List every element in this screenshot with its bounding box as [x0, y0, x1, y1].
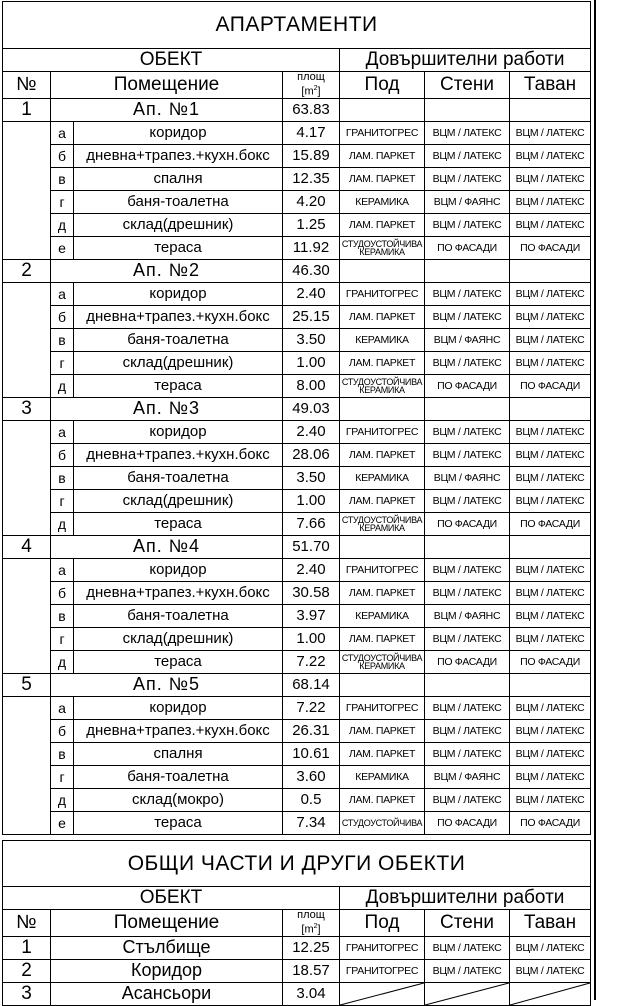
- room-letter: в: [51, 604, 74, 627]
- room-letter: д: [51, 788, 74, 811]
- empty-cell: [510, 98, 591, 121]
- room-name: тераса: [74, 811, 283, 834]
- empty-cell: [340, 259, 425, 282]
- empty-cell: [340, 397, 425, 420]
- room-row: [3, 627, 591, 650]
- room-area: 25.15: [283, 305, 340, 328]
- room-letter: е: [51, 811, 74, 834]
- floor-finish-line1: СТУДОУСТОЙЧИВА: [341, 652, 423, 663]
- room-floor-finish: ЛАМ. ПАРКЕТ: [340, 213, 425, 236]
- col-area-header: площ $[m^2]$: [283, 72, 340, 99]
- floor-finish-line2: КЕРАМИКА: [359, 660, 405, 671]
- apartment-name: Ап. №4: [51, 535, 283, 558]
- room-row: [3, 604, 591, 627]
- room-name: склад(мокро): [74, 788, 283, 811]
- room-walls-finish: ВЦМ / ЛАТЕКС: [425, 282, 510, 305]
- room-letter: в: [51, 466, 74, 489]
- row-number: 1: [3, 936, 51, 959]
- col-walls-header: Стени: [425, 72, 510, 99]
- room-ceiling-finish: ПО ФАСАДИ: [510, 374, 591, 397]
- col-ceiling-header: Таван: [510, 910, 591, 937]
- room-area: 28.06: [283, 443, 340, 466]
- room-letter: в: [51, 742, 74, 765]
- room-name: тераса: [74, 236, 283, 259]
- room-row: [3, 512, 591, 535]
- room-letter: д: [51, 374, 74, 397]
- apartment-number: 5: [3, 673, 51, 696]
- room-letter: в: [51, 167, 74, 190]
- room-name: склад(дрешник): [74, 627, 283, 650]
- room-walls-finish: ВЦМ / ЛАТЕКС: [425, 305, 510, 328]
- hatched-cell: [340, 982, 425, 1005]
- table-row: [3, 982, 591, 1005]
- col-ceiling-header: Таван: [510, 72, 591, 99]
- col-room-header: Помещение: [51, 910, 283, 937]
- room-name: коридор: [74, 121, 283, 144]
- room-ceiling-finish: ВЦМ / ЛАТЕКС: [510, 936, 591, 959]
- room-floor-finish: КЕРАМИКА: [340, 604, 425, 627]
- room-ceiling-finish: ВЦМ / ЛАТЕКС: [510, 581, 591, 604]
- room-walls-finish: ВЦМ / ЛАТЕКС: [425, 489, 510, 512]
- empty-cell: [340, 673, 425, 696]
- room-letter: а: [51, 282, 74, 305]
- object-header: ОБЕКТ: [3, 49, 340, 72]
- room-name: тераса: [74, 374, 283, 397]
- room-area: 2.40: [283, 558, 340, 581]
- empty-cell: [510, 535, 591, 558]
- apartment-row: [3, 259, 591, 282]
- room-walls-finish: ВЦМ / ЛАТЕКС: [425, 351, 510, 374]
- room-floor-finish: КЕРАМИКА: [340, 765, 425, 788]
- room-ceiling-finish: ПО ФАСАДИ: [510, 650, 591, 673]
- apartment-area: 68.14: [283, 673, 340, 696]
- floor-finish-line2: КЕРАМИКА: [359, 246, 405, 257]
- common-parts-table: [2, 840, 591, 1006]
- room-area: 2.40: [283, 420, 340, 443]
- room-letter: а: [51, 121, 74, 144]
- room-ceiling-finish: ПО ФАСАДИ: [510, 512, 591, 535]
- room-ceiling-finish: ВЦМ / ЛАТЕКС: [510, 121, 591, 144]
- room-walls-finish: ВЦМ / ЛАТЕКС: [425, 558, 510, 581]
- room-walls-finish: ВЦМ / ЛАТЕКС: [425, 627, 510, 650]
- apartment-name: Ап. №2: [51, 259, 283, 282]
- floor-finish-line2: КЕРАМИКА: [359, 522, 405, 533]
- room-ceiling-finish: ВЦМ / ЛАТЕКС: [510, 351, 591, 374]
- room-floor-finish: ЛАМ. ПАРКЕТ: [340, 167, 425, 190]
- room-letter: б: [51, 719, 74, 742]
- room-area: 12.35: [283, 167, 340, 190]
- room-area: 3.50: [283, 466, 340, 489]
- room-letter: г: [51, 190, 74, 213]
- table-title: ОБЩИ ЧАСТИ И ДРУГИ ОБЕКТИ: [3, 841, 591, 887]
- floor-finish-line1: СТУДОУСТОЙЧИВА: [341, 238, 423, 249]
- room-row: [3, 466, 591, 489]
- room-letter: б: [51, 581, 74, 604]
- room-row: [3, 719, 591, 742]
- room-name: Стълбище: [51, 936, 283, 959]
- room-walls-finish: ВЦМ / ЛАТЕКС: [425, 420, 510, 443]
- room-walls-finish: ВЦМ / ФАЯНС: [425, 328, 510, 351]
- room-letter: д: [51, 650, 74, 673]
- room-walls-finish: ВЦМ / ЛАТЕКС: [425, 959, 510, 982]
- room-row: [3, 811, 591, 834]
- apartment-name: Ап. №1: [51, 98, 283, 121]
- room-name: коридор: [74, 282, 283, 305]
- apartment-group-cell: [3, 282, 51, 397]
- room-walls-finish: ВЦМ / ЛАТЕКС: [425, 742, 510, 765]
- room-letter: а: [51, 420, 74, 443]
- room-area: 30.58: [283, 581, 340, 604]
- room-row: [3, 190, 591, 213]
- apartment-row: [3, 673, 591, 696]
- room-walls-finish: ПО ФАСАДИ: [425, 512, 510, 535]
- apartment-row: [3, 535, 591, 558]
- page-border: [594, 0, 596, 1000]
- room-walls-finish: ВЦМ / ФАЯНС: [425, 765, 510, 788]
- room-area: 7.34: [283, 811, 340, 834]
- apartment-area: 51.70: [283, 535, 340, 558]
- room-ceiling-finish: ПО ФАСАДИ: [510, 811, 591, 834]
- apartments-table: [2, 1, 591, 835]
- room-ceiling-finish: ВЦМ / ЛАТЕКС: [510, 719, 591, 742]
- room-name: коридор: [74, 558, 283, 581]
- room-walls-finish: ВЦМ / ЛАТЕКС: [425, 696, 510, 719]
- room-name: баня-тоалетна: [74, 466, 283, 489]
- room-walls-finish: ВЦМ / ЛАТЕКС: [425, 788, 510, 811]
- room-row: [3, 420, 591, 443]
- room-area: 2.40: [283, 282, 340, 305]
- room-row: [3, 788, 591, 811]
- room-floor-finish: ЛАМ. ПАРКЕТ: [340, 351, 425, 374]
- apartment-area: 46.30: [283, 259, 340, 282]
- table-title: АПАРТАМЕНТИ: [3, 2, 591, 49]
- empty-cell: [425, 259, 510, 282]
- room-row: [3, 765, 591, 788]
- room-row: [3, 489, 591, 512]
- room-letter: б: [51, 144, 74, 167]
- room-ceiling-finish: ВЦМ / ЛАТЕКС: [510, 959, 591, 982]
- col-room-header: Помещение: [51, 72, 283, 99]
- room-ceiling-finish: ВЦМ / ЛАТЕКС: [510, 328, 591, 351]
- room-name: склад(дрешник): [74, 489, 283, 512]
- floor-finish-line1: СТУДОУСТОЙЧИВА: [341, 514, 423, 525]
- room-floor-finish: [340, 374, 425, 397]
- room-floor-finish: КЕРАМИКА: [340, 328, 425, 351]
- room-letter: д: [51, 512, 74, 535]
- room-floor-finish: ГРАНИТОГРЕС: [340, 282, 425, 305]
- col-floor-header: Под: [340, 910, 425, 937]
- room-area: 4.17: [283, 121, 340, 144]
- room-ceiling-finish: ВЦМ / ЛАТЕКС: [510, 627, 591, 650]
- empty-cell: [510, 673, 591, 696]
- room-walls-finish: ВЦМ / ЛАТЕКС: [425, 121, 510, 144]
- room-area: 26.31: [283, 719, 340, 742]
- room-name: дневна+трапез.+кухн.бокс: [74, 719, 283, 742]
- room-floor-finish: КЕРАМИКА: [340, 190, 425, 213]
- room-name: склад(дрешник): [74, 351, 283, 374]
- room-area: 10.61: [283, 742, 340, 765]
- room-row: [3, 236, 591, 259]
- room-name: тераса: [74, 512, 283, 535]
- empty-cell: [425, 535, 510, 558]
- room-area: 15.89: [283, 144, 340, 167]
- room-ceiling-finish: ВЦМ / ЛАТЕКС: [510, 305, 591, 328]
- room-ceiling-finish: ВЦМ / ЛАТЕКС: [510, 190, 591, 213]
- room-floor-finish: ГРАНИТОГРЕС: [340, 558, 425, 581]
- room-name: баня-тоалетна: [74, 604, 283, 627]
- apartment-group-cell: [3, 558, 51, 673]
- floor-finish-line2: КЕРАМИКА: [359, 384, 405, 395]
- room-floor-finish: [340, 236, 425, 259]
- room-floor-finish: ЛАМ. ПАРКЕТ: [340, 788, 425, 811]
- room-row: [3, 696, 591, 719]
- room-walls-finish: ПО ФАСАДИ: [425, 236, 510, 259]
- col-walls-header: Стени: [425, 910, 510, 937]
- apartment-name: Ап. №3: [51, 397, 283, 420]
- finishes-header: Довършителни работи: [340, 887, 591, 910]
- finishes-header: Довършителни работи: [340, 49, 591, 72]
- room-ceiling-finish: ВЦМ / ЛАТЕКС: [510, 765, 591, 788]
- room-letter: г: [51, 765, 74, 788]
- room-row: [3, 213, 591, 236]
- room-floor-finish: ЛАМ. ПАРКЕТ: [340, 443, 425, 466]
- room-letter: е: [51, 236, 74, 259]
- room-floor-finish: ГРАНИТОГРЕС: [340, 959, 425, 982]
- empty-cell: [425, 673, 510, 696]
- room-row: [3, 374, 591, 397]
- room-name: склад(дрешник): [74, 213, 283, 236]
- room-walls-finish: ПО ФАСАДИ: [425, 374, 510, 397]
- room-ceiling-finish: ВЦМ / ЛАТЕКС: [510, 604, 591, 627]
- table-row: [3, 959, 591, 982]
- empty-cell: [510, 397, 591, 420]
- room-ceiling-finish: ВЦМ / ЛАТЕКС: [510, 213, 591, 236]
- room-letter: в: [51, 328, 74, 351]
- apartment-number: 4: [3, 535, 51, 558]
- room-ceiling-finish: ВЦМ / ЛАТЕКС: [510, 696, 591, 719]
- room-floor-finish: ЛАМ. ПАРКЕТ: [340, 581, 425, 604]
- empty-cell: [425, 397, 510, 420]
- room-walls-finish: ПО ФАСАДИ: [425, 650, 510, 673]
- room-walls-finish: ВЦМ / ЛАТЕКС: [425, 581, 510, 604]
- room-floor-finish: ЛАМ. ПАРКЕТ: [340, 627, 425, 650]
- room-walls-finish: ПО ФАСАДИ: [425, 811, 510, 834]
- room-row: [3, 650, 591, 673]
- col-area-header: площ $[m^2]$: [283, 910, 340, 937]
- room-ceiling-finish: ВЦМ / ЛАТЕКС: [510, 420, 591, 443]
- empty-cell: [510, 259, 591, 282]
- row-number: 2: [3, 959, 51, 982]
- col-number-header: №: [3, 72, 51, 99]
- room-floor-finish: [340, 811, 425, 834]
- room-area: 3.97: [283, 604, 340, 627]
- room-name: Асансьори: [51, 982, 283, 1005]
- table-row: [3, 936, 591, 959]
- room-row: [3, 443, 591, 466]
- room-floor-finish: КЕРАМИКА: [340, 466, 425, 489]
- empty-cell: [340, 98, 425, 121]
- room-walls-finish: ВЦМ / ФАЯНС: [425, 604, 510, 627]
- room-area: 4.20: [283, 190, 340, 213]
- room-walls-finish: ВЦМ / ЛАТЕКС: [425, 144, 510, 167]
- room-walls-finish: ВЦМ / ЛАТЕКС: [425, 443, 510, 466]
- room-name: баня-тоалетна: [74, 190, 283, 213]
- apartment-area: 49.03: [283, 397, 340, 420]
- apartment-group-cell: [3, 121, 51, 259]
- room-row: [3, 328, 591, 351]
- room-letter: г: [51, 627, 74, 650]
- apartment-group-cell: [3, 420, 51, 535]
- room-name: коридор: [74, 696, 283, 719]
- room-area: 3.50: [283, 328, 340, 351]
- room-ceiling-finish: ВЦМ / ЛАТЕКС: [510, 282, 591, 305]
- room-ceiling-finish: ВЦМ / ЛАТЕКС: [510, 443, 591, 466]
- room-letter: г: [51, 489, 74, 512]
- room-ceiling-finish: ВЦМ / ЛАТЕКС: [510, 167, 591, 190]
- room-walls-finish: ВЦМ / ЛАТЕКС: [425, 213, 510, 236]
- room-floor-finish: ГРАНИТОГРЕС: [340, 936, 425, 959]
- room-floor-finish: ЛАМ. ПАРКЕТ: [340, 489, 425, 512]
- row-number: 3: [3, 982, 51, 1005]
- room-floor-finish: ГРАНИТОГРЕС: [340, 696, 425, 719]
- room-name: дневна+трапез.+кухн.бокс: [74, 144, 283, 167]
- room-letter: д: [51, 213, 74, 236]
- room-area: 7.22: [283, 696, 340, 719]
- room-floor-finish: ГРАНИТОГРЕС: [340, 121, 425, 144]
- room-letter: а: [51, 558, 74, 581]
- room-row: [3, 282, 591, 305]
- room-floor-finish: ЛАМ. ПАРКЕТ: [340, 144, 425, 167]
- apartment-row: [3, 98, 591, 121]
- room-name: баня-тоалетна: [74, 328, 283, 351]
- room-area: 7.66: [283, 512, 340, 535]
- hatched-cell: [425, 982, 510, 1005]
- room-area: 1.25: [283, 213, 340, 236]
- room-name: Коридор: [51, 959, 283, 982]
- room-name: тераса: [74, 650, 283, 673]
- room-name: коридор: [74, 420, 283, 443]
- room-area: 1.00: [283, 489, 340, 512]
- room-floor-finish: ЛАМ. ПАРКЕТ: [340, 719, 425, 742]
- room-area: 7.22: [283, 650, 340, 673]
- room-name: дневна+трапез.+кухн.бокс: [74, 443, 283, 466]
- room-area: 1.00: [283, 627, 340, 650]
- apartment-row: [3, 397, 591, 420]
- room-floor-finish: [340, 512, 425, 535]
- room-row: [3, 581, 591, 604]
- room-name: спалня: [74, 167, 283, 190]
- room-area: 0.5: [283, 788, 340, 811]
- room-row: [3, 305, 591, 328]
- room-name: баня-тоалетна: [74, 765, 283, 788]
- room-ceiling-finish: ПО ФАСАДИ: [510, 236, 591, 259]
- room-row: [3, 558, 591, 581]
- room-floor-finish: [340, 650, 425, 673]
- room-letter: а: [51, 696, 74, 719]
- room-area: 11.92: [283, 236, 340, 259]
- apartment-area: 63.83: [283, 98, 340, 121]
- room-walls-finish: ВЦМ / ФАЯНС: [425, 190, 510, 213]
- room-area: 8.00: [283, 374, 340, 397]
- room-walls-finish: ВЦМ / ФАЯНС: [425, 466, 510, 489]
- room-area: 12.25: [283, 936, 340, 959]
- apartment-number: 2: [3, 259, 51, 282]
- col-number-header: №: [3, 910, 51, 937]
- room-ceiling-finish: ВЦМ / ЛАТЕКС: [510, 742, 591, 765]
- apartment-group-cell: [3, 696, 51, 834]
- room-letter: б: [51, 443, 74, 466]
- room-row: [3, 351, 591, 374]
- empty-cell: [425, 98, 510, 121]
- room-letter: г: [51, 351, 74, 374]
- room-ceiling-finish: ВЦМ / ЛАТЕКС: [510, 144, 591, 167]
- room-name: дневна+трапез.+кухн.бокс: [74, 305, 283, 328]
- object-header: ОБЕКТ: [3, 887, 340, 910]
- floor-finish-line1: СТУДОУСТОЙЧИВА: [341, 376, 423, 387]
- apartment-name: Ап. №5: [51, 673, 283, 696]
- room-walls-finish: ВЦМ / ЛАТЕКС: [425, 936, 510, 959]
- floor-finish-line1: СТУДОУСТОЙЧИВА: [341, 817, 423, 828]
- empty-cell: [340, 535, 425, 558]
- room-area: 1.00: [283, 351, 340, 374]
- room-ceiling-finish: ВЦМ / ЛАТЕКС: [510, 788, 591, 811]
- room-area: 18.57: [283, 959, 340, 982]
- apartment-number: 1: [3, 98, 51, 121]
- room-ceiling-finish: ВЦМ / ЛАТЕКС: [510, 466, 591, 489]
- room-floor-finish: ЛАМ. ПАРКЕТ: [340, 742, 425, 765]
- room-floor-finish: ЛАМ. ПАРКЕТ: [340, 305, 425, 328]
- room-walls-finish: ВЦМ / ЛАТЕКС: [425, 167, 510, 190]
- room-row: [3, 144, 591, 167]
- room-area: 3.60: [283, 765, 340, 788]
- room-letter: б: [51, 305, 74, 328]
- room-ceiling-finish: ВЦМ / ЛАТЕКС: [510, 558, 591, 581]
- apartment-number: 3: [3, 397, 51, 420]
- room-walls-finish: ВЦМ / ЛАТЕКС: [425, 719, 510, 742]
- room-name: спалня: [74, 742, 283, 765]
- room-row: [3, 742, 591, 765]
- room-name: дневна+трапез.+кухн.бокс: [74, 581, 283, 604]
- col-floor-header: Под: [340, 72, 425, 99]
- room-row: [3, 121, 591, 144]
- hatched-cell: [510, 982, 591, 1005]
- room-row: [3, 167, 591, 190]
- room-ceiling-finish: ВЦМ / ЛАТЕКС: [510, 489, 591, 512]
- room-floor-finish: ГРАНИТОГРЕС: [340, 420, 425, 443]
- room-area: 3.04: [283, 982, 340, 1005]
